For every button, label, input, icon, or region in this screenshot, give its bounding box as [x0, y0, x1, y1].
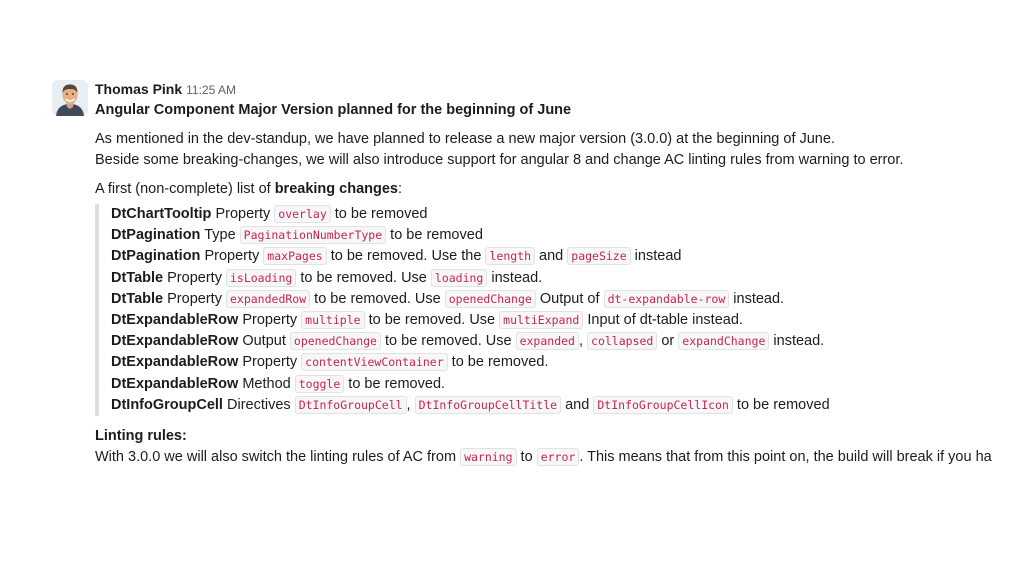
linting-heading — [95, 426, 1024, 447]
text-segment: to be removed. Use — [296, 269, 431, 286]
text-segment: , — [578, 333, 588, 350]
text-segment: . This means that from this point on, the build will break if you ha — [579, 449, 992, 466]
text-segment: instead. — [729, 290, 785, 307]
text-segment: to be removed — [330, 206, 428, 222]
avatar-image — [52, 80, 88, 116]
text-segment: to be removed — [732, 396, 830, 413]
component-name: DtExpandableRow — [111, 333, 239, 350]
inline-code: PaginationNumberType — [240, 226, 386, 244]
message-content — [95, 79, 1024, 468]
inline-code: expandChange — [678, 332, 769, 350]
text-segment: Type — [204, 227, 240, 244]
component-name: DtChartTooltip — [111, 206, 212, 222]
intro-line-2: Beside some breaking-changes, we will also introduce support for angular 8 and change AC linting rules from warning to error. — [95, 152, 904, 168]
author-name[interactable]: Thomas Pink — [95, 81, 183, 97]
spacer — [95, 416, 1024, 426]
inline-code: warning — [460, 448, 516, 466]
inline-code: DtInfoGroupCell — [295, 396, 407, 414]
inline-code: isLoading — [226, 269, 296, 287]
text-segment: Property — [242, 312, 302, 329]
breaking-change-item — [111, 246, 1024, 267]
inline-code: DtInfoGroupCellIcon — [593, 396, 733, 414]
text-segment: to be removed. Use — [380, 333, 516, 350]
component-name: DtPagination — [111, 248, 201, 265]
text-segment: to be removed. — [344, 375, 446, 392]
text-segment: Property — [242, 354, 302, 371]
inline-code: openedChange — [290, 332, 381, 350]
text-segment: Output — [242, 333, 290, 350]
breaking-changes-quote — [95, 204, 1024, 416]
spacer — [95, 121, 1024, 129]
text-segment: Property — [204, 248, 264, 265]
text-segment: Method — [242, 375, 295, 392]
text-segment: and — [535, 248, 568, 265]
text-segment: Property — [215, 206, 275, 222]
inline-code: collapsed — [587, 332, 657, 350]
message-header — [95, 79, 1024, 99]
inline-code: expanded — [516, 332, 579, 350]
text-segment: Property — [167, 290, 226, 307]
breaking-change-item — [111, 225, 1024, 246]
inline-code: maxPages — [263, 247, 326, 265]
breaking-change-item — [111, 204, 1024, 225]
text-segment: , — [406, 396, 415, 413]
text-segment: to be removed. Use — [310, 290, 445, 307]
inline-code: loading — [431, 269, 487, 287]
breaking-change-item — [111, 352, 1024, 373]
linting-text — [95, 447, 1024, 468]
breaking-change-item — [111, 331, 1024, 352]
text-segment: instead. — [769, 333, 825, 350]
inline-code: contentViewContainer — [301, 353, 447, 371]
inline-code: overlay — [274, 205, 330, 223]
inline-code: error — [537, 448, 580, 466]
component-name: DtExpandableRow — [111, 375, 239, 392]
text-segment: Property — [167, 269, 226, 286]
inline-code: toggle — [295, 375, 345, 393]
list-intro-bold: breaking changes — [274, 181, 398, 197]
inline-code: length — [485, 247, 535, 265]
avatar[interactable] — [52, 80, 88, 116]
text-segment: to be removed. Use — [364, 312, 500, 329]
list-intro — [95, 179, 1024, 200]
message-title: Angular Component Major Version planned for the beginning of June — [95, 102, 572, 118]
text-segment: Output of — [535, 290, 604, 307]
text-segment: instead. — [487, 269, 543, 286]
inline-code: openedChange — [445, 290, 536, 308]
component-name: DtTable — [111, 290, 164, 307]
breaking-change-item — [111, 310, 1024, 331]
text-segment: With 3.0.0 we will also switch the linting rules of AC from — [95, 449, 461, 466]
text-segment: to be removed. — [447, 354, 549, 371]
breaking-change-item — [111, 289, 1024, 310]
breaking-change-item — [111, 374, 1024, 395]
component-name: DtTable — [111, 269, 164, 286]
breaking-change-item — [111, 268, 1024, 289]
inline-code: multiExpand — [499, 311, 583, 329]
text-segment: and — [561, 396, 594, 413]
inline-code: expandedRow — [226, 290, 310, 308]
timestamp[interactable]: 11:25 AM — [186, 83, 236, 97]
inline-code: multiple — [301, 311, 364, 329]
list-intro-prefix: A first (non-complete) list of — [95, 181, 275, 197]
text-segment: or — [657, 333, 679, 350]
text-segment: to be removed. Use the — [326, 248, 486, 265]
text-segment: instead — [630, 248, 682, 265]
linting-heading-text: Linting rules: — [95, 428, 187, 445]
intro-line-1: As mentioned in the dev-standup, we have planned to release a new major version (3.0.0) at the beginning of June. — [95, 131, 835, 147]
inline-code: dt-expandable-row — [604, 290, 730, 308]
component-name: DtExpandableRow — [111, 312, 239, 329]
inline-code: pageSize — [567, 247, 630, 265]
text-segment: Directives — [227, 396, 295, 413]
text-segment: Input of dt-table instead. — [583, 312, 743, 329]
component-name: DtExpandableRow — [111, 354, 239, 371]
spacer — [95, 171, 1024, 179]
list-intro-suffix: : — [398, 181, 403, 197]
component-name: DtPagination — [111, 227, 201, 244]
text-segment: to — [516, 449, 537, 466]
text-segment: to be removed — [386, 227, 483, 244]
inline-code: DtInfoGroupCellTitle — [415, 396, 561, 414]
breaking-change-item — [111, 395, 1024, 416]
component-name: DtInfoGroupCell — [111, 396, 223, 413]
